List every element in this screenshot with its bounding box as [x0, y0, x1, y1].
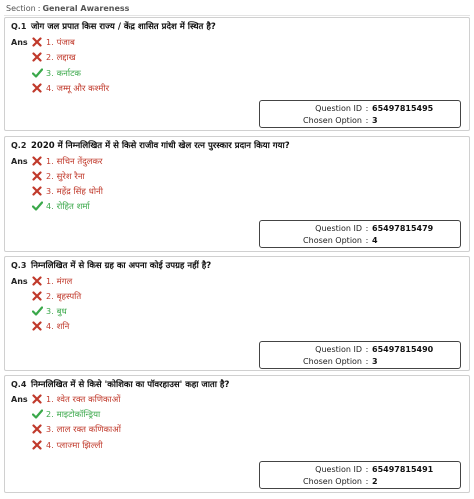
option-number: 3.	[46, 186, 54, 196]
option-number: 1.	[46, 276, 54, 286]
option-4	[31, 319, 69, 333]
section-header	[4, 2, 470, 16]
cross-icon	[31, 51, 43, 63]
check-icon	[31, 305, 43, 317]
question-id-value: 65497815479	[372, 224, 434, 233]
colon: :	[365, 236, 369, 245]
option-number: 2.	[46, 52, 54, 62]
option-text: सुरेश रैना	[56, 171, 85, 182]
question-panel-3	[4, 256, 470, 371]
option-4	[31, 438, 103, 452]
chosen-option-label: Chosen Option	[303, 477, 362, 486]
section-name: General Awareness	[42, 4, 130, 13]
option-2	[31, 169, 85, 183]
colon: :	[365, 104, 369, 113]
question-panel-1	[4, 17, 470, 131]
option-number: 2.	[46, 409, 54, 419]
option-number: 1.	[46, 156, 54, 166]
section-separator: :	[37, 4, 41, 13]
option-2	[31, 50, 76, 64]
question-info-box	[259, 341, 461, 369]
chosen-option-value: 2	[372, 477, 378, 486]
option-3	[31, 304, 67, 318]
question-id-label: Question ID	[315, 104, 362, 113]
colon: :	[365, 357, 369, 366]
option-3	[31, 422, 121, 436]
cross-icon	[31, 423, 43, 435]
option-number: 4.	[46, 321, 54, 331]
ans-label: Ans	[11, 277, 28, 286]
question-id-value: 65497815491	[372, 465, 434, 474]
option-1	[31, 35, 75, 49]
check-icon	[31, 67, 43, 79]
option-text: बृहस्पति	[56, 291, 82, 302]
option-number: 3.	[46, 68, 54, 78]
chosen-option-label: Chosen Option	[303, 116, 362, 125]
question-id-value: 65497815495	[372, 104, 434, 113]
option-3	[31, 66, 81, 80]
question-number: Q.3	[11, 261, 27, 270]
option-number: 1.	[46, 394, 54, 404]
ans-label: Ans	[11, 157, 28, 166]
option-1	[31, 154, 103, 168]
option-2	[31, 407, 100, 421]
cross-icon	[31, 155, 43, 167]
option-2	[31, 289, 81, 303]
cross-icon	[31, 393, 43, 405]
option-4	[31, 199, 90, 213]
question-number: Q.1	[11, 22, 27, 31]
chosen-option-label: Chosen Option	[303, 236, 362, 245]
option-text: शनि	[56, 321, 70, 332]
option-number: 1.	[46, 37, 54, 47]
question-number: Q.4	[11, 380, 27, 389]
option-number: 3.	[46, 424, 54, 434]
option-3	[31, 184, 103, 198]
cross-icon	[31, 82, 43, 94]
check-icon	[31, 408, 43, 420]
question-text: निम्नलिखित में से किसे 'कोशिका का पॉवरहाउस' कहा जाता है?	[31, 380, 230, 390]
section-prefix: Section	[6, 4, 36, 13]
cross-icon	[31, 185, 43, 197]
option-text: सचिन तेंदुलकर	[56, 156, 103, 167]
check-icon	[31, 200, 43, 212]
chosen-option-value: 3	[372, 357, 378, 366]
cross-icon	[31, 320, 43, 332]
option-text: माइटोकॉन्ड्रिया	[56, 409, 101, 420]
option-1	[31, 392, 120, 406]
question-number: Q.2	[11, 141, 27, 150]
colon: :	[365, 116, 369, 125]
option-number: 4.	[46, 83, 54, 93]
question-info-box	[259, 100, 461, 128]
question-info-box	[259, 461, 461, 489]
question-id-label: Question ID	[315, 465, 362, 474]
option-text: मंगल	[56, 276, 73, 287]
cross-icon	[31, 290, 43, 302]
chosen-option-value: 3	[372, 116, 378, 125]
question-panel-2	[4, 136, 470, 252]
option-text: लद्दाख	[56, 52, 76, 63]
colon: :	[365, 224, 369, 233]
ans-label: Ans	[11, 395, 28, 404]
option-text: जम्मू और कश्मीर	[56, 83, 110, 94]
question-panel-4	[4, 375, 470, 493]
question-text: जोग जल प्रपात किस राज्य / केंद्र शासित प्रदेश में स्थित है?	[31, 22, 216, 32]
question-id-label: Question ID	[315, 224, 362, 233]
question-id-value: 65497815490	[372, 345, 434, 354]
colon: :	[365, 477, 369, 486]
option-4	[31, 81, 109, 95]
option-text: महेंद्र सिंह धोनी	[56, 186, 103, 197]
question-text: 2020 में निम्नलिखित में से किसे राजीव गांधी खेल रत्न पुरस्कार प्रदान किया गया?	[31, 141, 290, 151]
option-number: 2.	[46, 291, 54, 301]
option-number: 2.	[46, 171, 54, 181]
option-text: पंजाब	[56, 37, 75, 48]
option-1	[31, 274, 72, 288]
cross-icon	[31, 170, 43, 182]
question-info-box	[259, 220, 461, 248]
question-id-label: Question ID	[315, 345, 362, 354]
option-number: 3.	[46, 306, 54, 316]
option-text: रोहित शर्मा	[56, 201, 90, 212]
option-text: कर्नाटक	[56, 68, 81, 79]
question-text: निम्नलिखित में से किस ग्रह का अपना कोई उपग्रह नहीं है?	[31, 261, 212, 271]
cross-icon	[31, 275, 43, 287]
option-text: प्लाज्मा झिल्ली	[56, 440, 103, 451]
option-number: 4.	[46, 440, 54, 450]
chosen-option-label: Chosen Option	[303, 357, 362, 366]
colon: :	[365, 465, 369, 474]
option-text: बुध	[56, 306, 67, 317]
chosen-option-value: 4	[372, 236, 378, 245]
option-text: लाल रक्त कणिकाओं	[56, 424, 121, 435]
cross-icon	[31, 439, 43, 451]
colon: :	[365, 345, 369, 354]
option-number: 4.	[46, 201, 54, 211]
option-text: श्वेत रक्त कणिकाओं	[56, 394, 121, 405]
cross-icon	[31, 36, 43, 48]
ans-label: Ans	[11, 38, 28, 47]
